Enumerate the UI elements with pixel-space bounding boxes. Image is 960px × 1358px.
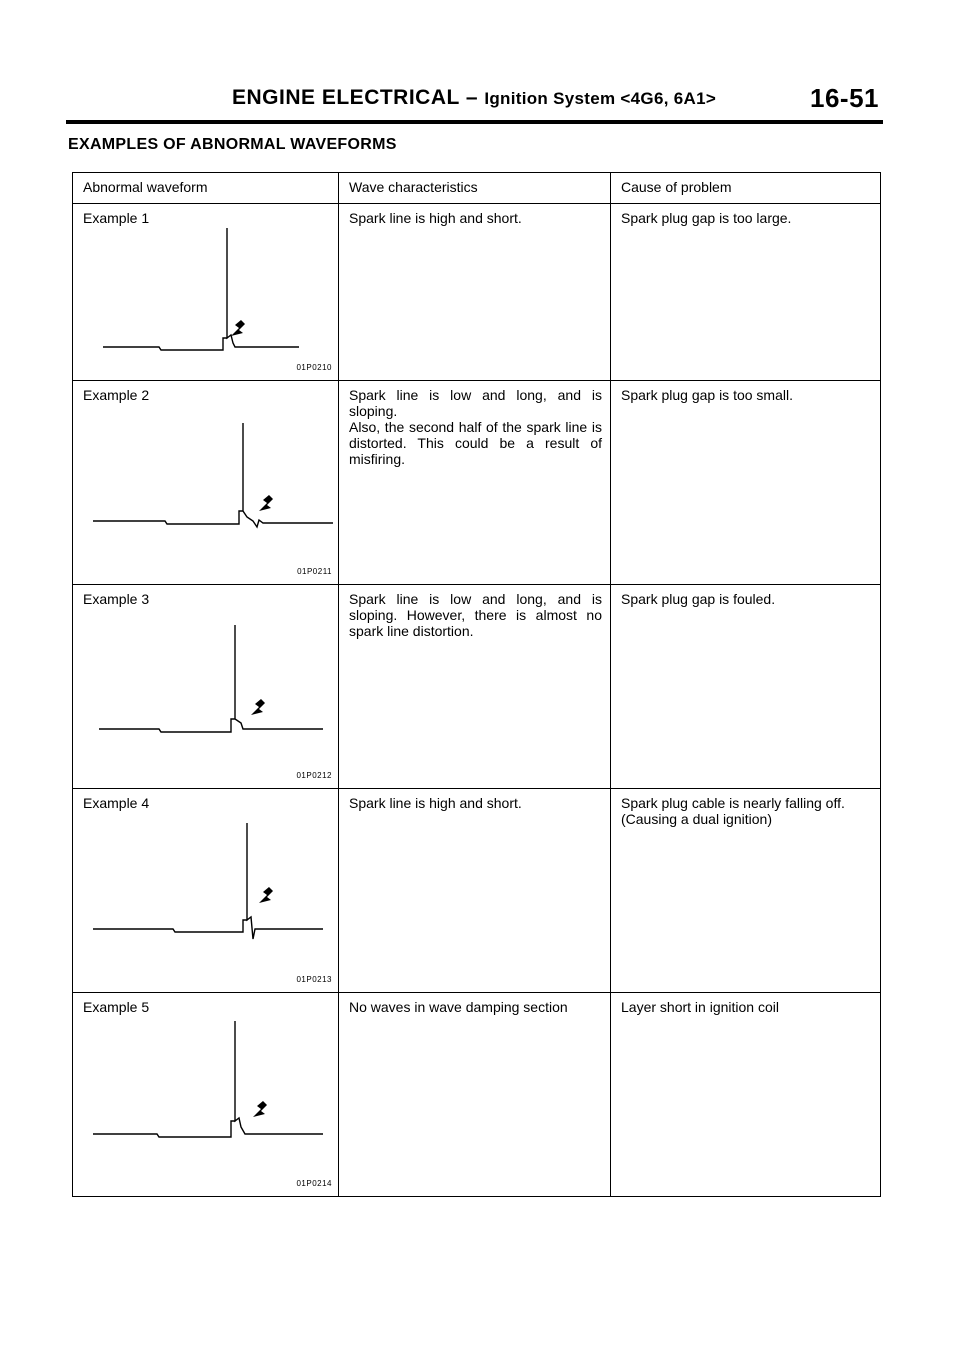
cause-cell: [611, 993, 881, 1197]
waveform-diagram: [73, 585, 339, 788]
cause-cell: [611, 381, 881, 585]
page-number: 16-51: [810, 83, 879, 113]
table-row: [73, 381, 881, 585]
column-header-characteristics: Wave characteristics: [349, 179, 478, 195]
abnormal-waveforms-table: [72, 172, 881, 1197]
characteristics-cell: [339, 585, 611, 789]
example-label: Example 5: [83, 999, 150, 1015]
header-dash: –: [465, 86, 478, 109]
column-header: [339, 173, 611, 204]
characteristics-text: Also, the second half of the spark line is distorted. This could be a result of misfiring.: [349, 419, 602, 467]
figure-code: 01P0210: [296, 363, 332, 372]
column-header-waveform: Abnormal waveform: [83, 179, 208, 195]
column-header: [611, 173, 881, 204]
waveform-diagram: [73, 204, 339, 380]
waveform-diagram: [73, 993, 339, 1196]
cause-cell: [611, 585, 881, 789]
example-label: Example 2: [83, 387, 150, 403]
cause-text: Spark plug gap is fouled.: [621, 591, 776, 607]
table-row: [73, 789, 881, 993]
waveform-cell: [73, 381, 339, 585]
cause-text: Layer short in ignition coil: [621, 999, 779, 1015]
characteristics-cell: [339, 204, 611, 381]
characteristics-text: Spark line is high and short.: [349, 795, 522, 811]
header-title-line: [232, 86, 716, 110]
example-label: Example 3: [83, 591, 150, 607]
cause-text: Spark plug gap is too large.: [621, 210, 792, 226]
page-header: [66, 83, 883, 124]
figure-code: 01P0213: [296, 975, 332, 984]
cause-cell: [611, 789, 881, 993]
waveform-cell: [73, 204, 339, 381]
example-label: Example 4: [83, 795, 150, 811]
cause-text: (Causing a dual ignition): [621, 811, 772, 827]
waveform-cell: [73, 993, 339, 1197]
column-header: [73, 173, 339, 204]
cause-cell: [611, 204, 881, 381]
header-title: ENGINE ELECTRICAL: [232, 86, 460, 109]
figure-code: 01P0214: [296, 1179, 332, 1188]
characteristics-cell: [339, 993, 611, 1197]
cause-text: Spark plug cable is nearly falling off.: [621, 795, 845, 811]
figure-code: 01P0211: [297, 567, 332, 576]
characteristics-text: Spark line is low and long, and is sloping. However, there is almost no spark line distortion.: [349, 591, 602, 639]
characteristics-cell: [339, 789, 611, 993]
characteristics-text: Spark line is low and long, and is sloping.: [349, 387, 602, 419]
characteristics-cell: [339, 381, 611, 585]
figure-code: 01P0212: [296, 771, 332, 780]
waveform-cell: [73, 789, 339, 993]
waveform-diagram: [73, 789, 339, 992]
table-row: [73, 585, 881, 789]
section-title: EXAMPLES OF ABNORMAL WAVEFORMS: [68, 136, 397, 153]
header-subtitle: Ignition System <4G6, 6A1>: [484, 89, 717, 108]
example-label: Example 1: [83, 210, 150, 226]
waveform-cell: [73, 585, 339, 789]
column-header-cause: Cause of problem: [621, 179, 732, 195]
table-row: [73, 204, 881, 381]
table-row: [73, 993, 881, 1197]
waveform-diagram: [73, 381, 339, 584]
characteristics-text: No waves in wave damping section: [349, 999, 568, 1015]
cause-text: Spark plug gap is too small.: [621, 387, 793, 403]
characteristics-text: Spark line is high and short.: [349, 210, 522, 226]
table-header-row: [73, 173, 881, 204]
